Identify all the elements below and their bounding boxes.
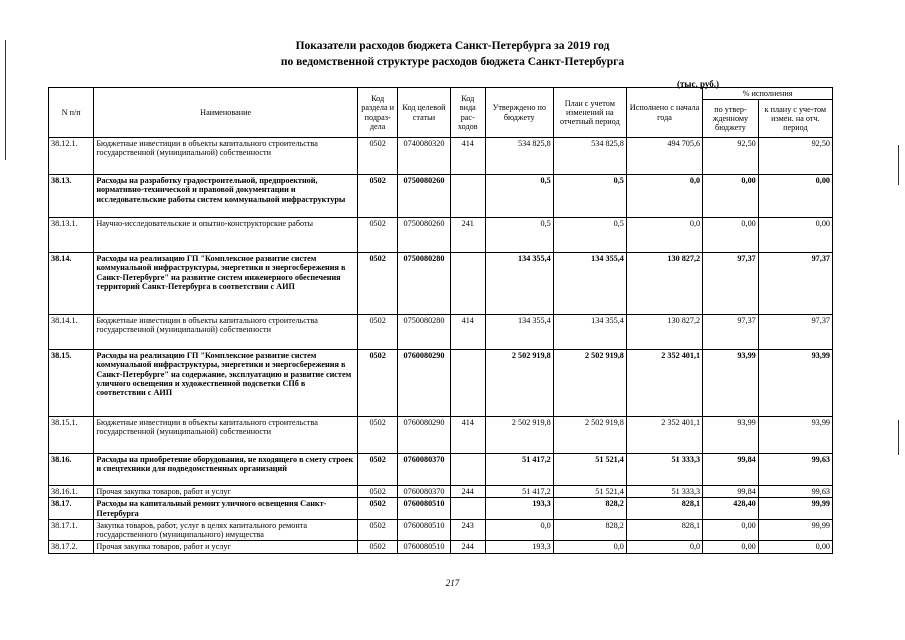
row-kod-stati: 0760080510 xyxy=(398,519,451,540)
table-row xyxy=(49,454,833,486)
table-row xyxy=(49,253,833,315)
row-utverzhdeno: 134 355,4 xyxy=(485,253,553,315)
row-kod-stati: 0760080290 xyxy=(398,417,451,454)
scan-edge-mark xyxy=(898,420,899,455)
row-plan: 828,2 xyxy=(553,519,626,540)
row-ispolneno: 0,0 xyxy=(626,218,702,253)
row-num: 38.14.1. xyxy=(49,315,94,350)
row-kod-razdela: 0502 xyxy=(358,253,398,315)
row-pct-plan: 99,99 xyxy=(758,498,832,519)
row-pct-plan: 97,37 xyxy=(758,253,832,315)
row-plan: 0,5 xyxy=(553,175,626,218)
row-ispolneno: 828,1 xyxy=(626,498,702,519)
table-row xyxy=(49,175,833,218)
row-kod-stati: 0760080370 xyxy=(398,454,451,486)
row-pct-plan: 97,37 xyxy=(758,315,832,350)
table-row xyxy=(49,417,833,454)
row-pct-utv: 0,00 xyxy=(703,175,759,218)
row-kod-vida: 414 xyxy=(450,138,485,175)
row-utverzhdeno: 51 417,2 xyxy=(485,486,553,498)
row-kod-razdela: 0502 xyxy=(358,138,398,175)
row-kod-stati: 0750080280 xyxy=(398,315,451,350)
row-num: 38.14. xyxy=(49,253,94,315)
row-pct-plan: 92,50 xyxy=(758,138,832,175)
row-kod-razdela: 0502 xyxy=(358,175,398,218)
row-ispolneno: 0,0 xyxy=(626,175,702,218)
row-kod-stati: 0740080320 xyxy=(398,138,451,175)
row-pct-utv: 97,37 xyxy=(703,315,759,350)
row-kod-stati: 0760080510 xyxy=(398,541,451,554)
page-number: 217 xyxy=(445,578,460,588)
header-kod-stati: Код целевой статьи xyxy=(398,88,451,138)
row-num: 38.17. xyxy=(49,498,94,519)
table-row xyxy=(49,218,833,253)
header-pct-plan: к плану с уче-том измен. на отч. период xyxy=(758,100,832,138)
row-plan: 828,2 xyxy=(553,498,626,519)
row-kod-vida: 243 xyxy=(450,519,485,540)
row-num: 38.12.1. xyxy=(49,138,94,175)
row-ispolneno: 0,0 xyxy=(626,541,702,554)
row-name: Бюджетные инвестиции в объекты капитального строительства государственной (муниципальной) собственности xyxy=(94,138,358,175)
row-kod-vida: 244 xyxy=(450,541,485,554)
row-plan: 51 521,4 xyxy=(553,454,626,486)
row-num: 38.13. xyxy=(49,175,94,218)
row-name: Бюджетные инвестиции в объекты капитального строительства государственной (муниципальной) собственности xyxy=(94,417,358,454)
row-pct-plan: 93,99 xyxy=(758,417,832,454)
row-name: Расходы на приобретение оборудования, не входящего в смету строек и спецтехники для подведомственных организаций xyxy=(94,454,358,486)
row-kod-vida xyxy=(450,175,485,218)
row-name: Закупка товаров, работ, услуг в целях капитального ремонта государственного (муниципального) имущества xyxy=(94,519,358,540)
header-pct-group: % исполнения xyxy=(703,88,833,100)
row-plan: 2 502 919,8 xyxy=(553,417,626,454)
row-kod-razdela: 0502 xyxy=(358,486,398,498)
row-kod-stati: 0760080510 xyxy=(398,498,451,519)
row-kod-vida: 241 xyxy=(450,218,485,253)
scan-edge-mark xyxy=(898,145,899,185)
row-kod-razdela: 0502 xyxy=(358,417,398,454)
row-kod-stati: 0750080280 xyxy=(398,253,451,315)
row-kod-razdela: 0502 xyxy=(358,454,398,486)
row-kod-stati: 0760080290 xyxy=(398,350,451,417)
row-pct-plan: 99,63 xyxy=(758,486,832,498)
row-ispolneno: 2 352 401,1 xyxy=(626,417,702,454)
row-name: Прочая закупка товаров, работ и услуг xyxy=(94,486,358,498)
row-num: 38.17.1. xyxy=(49,519,94,540)
row-plan: 134 355,4 xyxy=(553,253,626,315)
row-pct-utv: 93,99 xyxy=(703,350,759,417)
row-ispolneno: 130 827,2 xyxy=(626,253,702,315)
row-num: 38.15.1. xyxy=(49,417,94,454)
budget-table xyxy=(48,87,833,554)
table-row xyxy=(49,541,833,554)
row-pct-plan: 0,00 xyxy=(758,541,832,554)
row-name: Прочая закупка товаров, работ и услуг xyxy=(94,541,358,554)
row-name: Научно-исследовательские и опытно-конструкторские работы xyxy=(94,218,358,253)
row-utverzhdeno: 134 355,4 xyxy=(485,315,553,350)
row-utverzhdeno: 0,0 xyxy=(485,519,553,540)
scan-edge-mark xyxy=(5,40,6,160)
row-pct-utv: 92,50 xyxy=(703,138,759,175)
row-pct-plan: 93,99 xyxy=(758,350,832,417)
row-kod-vida xyxy=(450,454,485,486)
row-pct-utv: 93,99 xyxy=(703,417,759,454)
row-utverzhdeno: 2 502 919,8 xyxy=(485,350,553,417)
table-row xyxy=(49,138,833,175)
row-kod-vida xyxy=(450,498,485,519)
document-title-line2: по ведомственной структуре расходов бюджета Санкт-Петербурга xyxy=(280,56,625,68)
row-pct-utv: 0,00 xyxy=(703,541,759,554)
row-name: Расходы на реализацию ГП "Комплексное развитие систем коммунальной инфраструктуры, энергетики и энергосбережения в Санкт-Петербурге" на содержание, эксплуатацию и развитие систем уличного освещения и художественной подсветки СПб в соответствии с АИП xyxy=(94,350,358,417)
row-plan: 2 502 919,8 xyxy=(553,350,626,417)
row-num: 38.13.1. xyxy=(49,218,94,253)
table-row xyxy=(49,486,833,498)
row-ispolneno: 51 333,3 xyxy=(626,454,702,486)
header-kod-razdela: Код раздела и подраз-дела xyxy=(358,88,398,138)
row-plan: 51 521,4 xyxy=(553,486,626,498)
row-kod-vida: 244 xyxy=(450,486,485,498)
row-ispolneno: 828,1 xyxy=(626,519,702,540)
row-kod-razdela: 0502 xyxy=(358,498,398,519)
table-row xyxy=(49,350,833,417)
row-pct-plan: 0,00 xyxy=(758,175,832,218)
row-kod-stati: 0760080370 xyxy=(398,486,451,498)
row-plan: 134 355,4 xyxy=(553,315,626,350)
row-ispolneno: 130 827,2 xyxy=(626,315,702,350)
header-plan: План с учетом изменений на отчетный период xyxy=(553,88,626,138)
table-body xyxy=(49,138,833,554)
row-kod-vida xyxy=(450,350,485,417)
header-pct-utv: по утвер-жденному бюджету xyxy=(703,100,759,138)
row-utverzhdeno: 2 502 919,8 xyxy=(485,417,553,454)
units-label: (тыс. руб.) xyxy=(677,79,719,89)
row-name: Расходы на капитальный ремонт уличного освещения Санкт-Петербурга xyxy=(94,498,358,519)
row-pct-utv: 428,40 xyxy=(703,498,759,519)
row-utverzhdeno: 193,3 xyxy=(485,541,553,554)
row-plan: 0,0 xyxy=(553,541,626,554)
row-pct-plan: 99,99 xyxy=(758,519,832,540)
row-name: Бюджетные инвестиции в объекты капитального строительства государственной (муниципальной) собственности xyxy=(94,315,358,350)
table-row xyxy=(49,498,833,519)
header-utverzhdeno: Утверждено по бюджету xyxy=(485,88,553,138)
row-utverzhdeno: 534 825,8 xyxy=(485,138,553,175)
table-row xyxy=(49,519,833,540)
row-ispolneno: 494 705,6 xyxy=(626,138,702,175)
row-kod-razdela: 0502 xyxy=(358,315,398,350)
row-kod-vida: 414 xyxy=(450,417,485,454)
row-kod-razdela: 0502 xyxy=(358,218,398,253)
row-num: 38.16. xyxy=(49,454,94,486)
header-kod-vida: Код вида рас-ходов xyxy=(450,88,485,138)
row-num: 38.17.2. xyxy=(49,541,94,554)
row-name: Расходы на реализацию ГП "Комплексное развитие систем коммунальной инфраструктуры, энергетики и энергосбережения в Санкт-Петербурге" на развитие систем инженерного обеспечения территорий Санкт-Петербурга в соответствии с АИП xyxy=(94,253,358,315)
row-ispolneno: 51 333,3 xyxy=(626,486,702,498)
row-kod-vida xyxy=(450,253,485,315)
row-kod-razdela: 0502 xyxy=(358,519,398,540)
row-ispolneno: 2 352 401,1 xyxy=(626,350,702,417)
row-utverzhdeno: 193,3 xyxy=(485,498,553,519)
row-pct-utv: 0,00 xyxy=(703,519,759,540)
row-pct-utv: 99,84 xyxy=(703,486,759,498)
row-kod-stati: 0750080260 xyxy=(398,175,451,218)
row-name: Расходы на разработку градостроительной, предпроектной, нормативно-технической и правовой документации и исследовательские работы систем коммунальной инфраструктуры xyxy=(94,175,358,218)
row-pct-plan: 0,00 xyxy=(758,218,832,253)
row-pct-utv: 99,84 xyxy=(703,454,759,486)
row-pct-utv: 97,37 xyxy=(703,253,759,315)
row-plan: 534 825,8 xyxy=(553,138,626,175)
header-ispolneno: Исполнено с начала года xyxy=(626,88,702,138)
row-num: 38.15. xyxy=(49,350,94,417)
header-num: N п/п xyxy=(49,88,94,138)
row-pct-utv: 0,00 xyxy=(703,218,759,253)
row-kod-razdela: 0502 xyxy=(358,350,398,417)
row-utverzhdeno: 0,5 xyxy=(485,218,553,253)
row-kod-vida: 414 xyxy=(450,315,485,350)
row-pct-plan: 99,63 xyxy=(758,454,832,486)
row-kod-stati: 0750080260 xyxy=(398,218,451,253)
row-utverzhdeno: 51 417,2 xyxy=(485,454,553,486)
document-title-line1: Показатели расходов бюджета Санкт-Петербурга за 2019 год xyxy=(295,40,610,52)
table-row xyxy=(49,315,833,350)
row-kod-razdela: 0502 xyxy=(358,541,398,554)
row-utverzhdeno: 0,5 xyxy=(485,175,553,218)
row-num: 38.16.1. xyxy=(49,486,94,498)
header-name: Наименование xyxy=(94,88,358,138)
row-plan: 0,5 xyxy=(553,218,626,253)
